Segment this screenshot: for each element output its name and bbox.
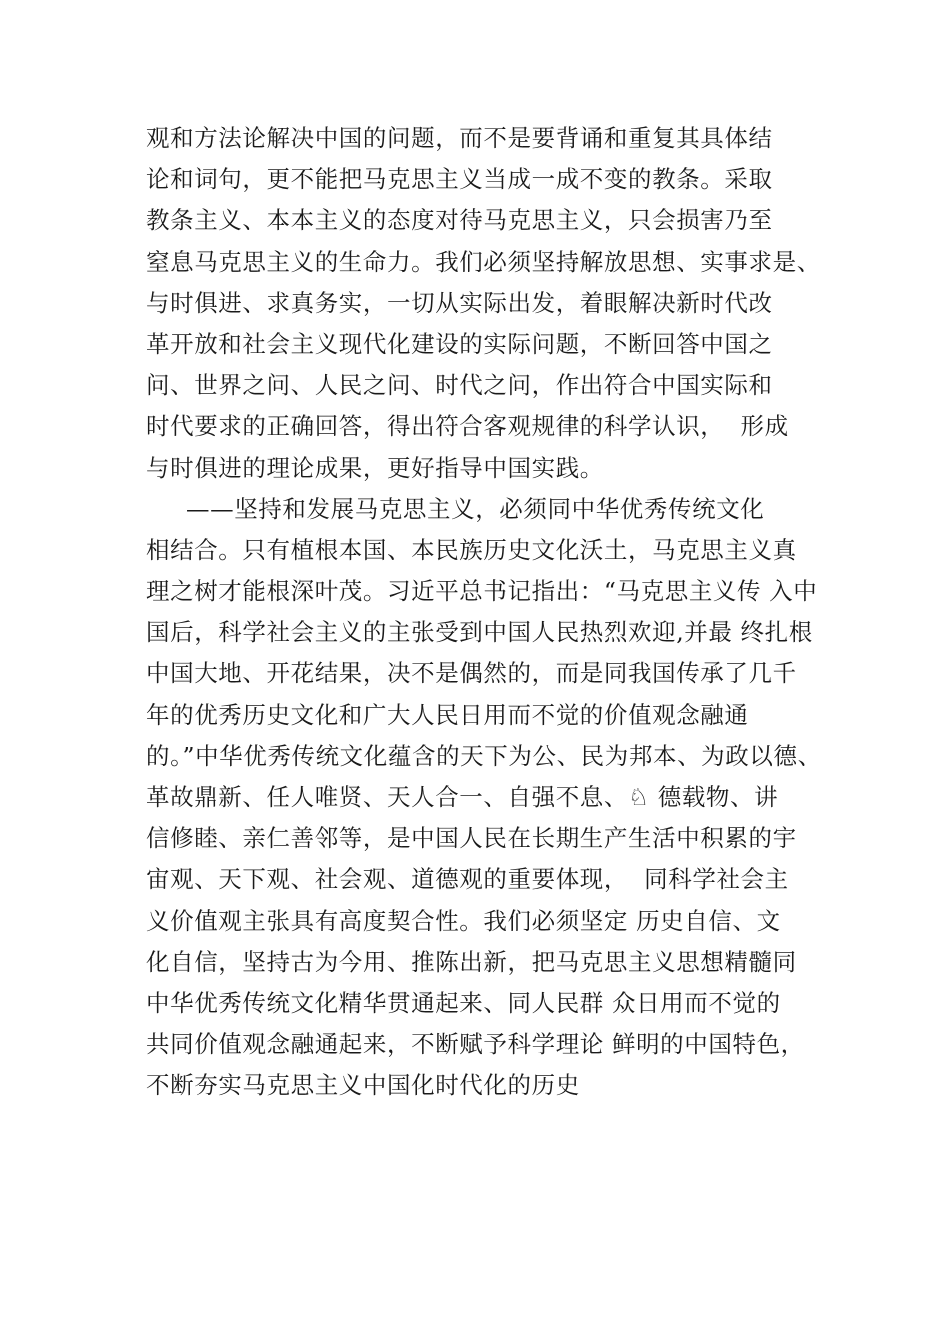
text-line: 化自信，坚持古为今用、推陈出新，把马克思主义思想精髓同: [146, 947, 797, 976]
text-line: 信修睦、亲仁善邻等，是中国人民在长期生产生活中积累的宇: [146, 824, 797, 853]
text-line: 年的优秀历史文化和广大人民日用而不觉的价值观念融通: [146, 700, 749, 729]
text-line: 与时俱进的理论成果，更好指导中国实践。: [146, 453, 604, 482]
text-line: 理之树才能根深叶茂。习近平总书记指出：“马克思主义传 入中: [146, 577, 818, 606]
text-line: 中国大地、开花结果，决不是偶然的，而是同我国传承了几千: [146, 659, 797, 688]
text-line: 革故鼎新、任人唯贤、天人合一、自强不息、♘ 德载物、讲: [146, 783, 779, 811]
text-line: 观和方法论解决中国的问题，而不是要背诵和重复其具体结: [146, 124, 773, 152]
text-line: 时代要求的正确回答，得出符合客观规律的科学认识， 形成: [146, 412, 789, 441]
text-line: 窒息马克思主义的生命力。我们必须坚持解放思想、实事求是、: [146, 247, 821, 276]
text-line: 教条主义、本本主义的态度对待马克思主义，只会损害乃至: [146, 206, 773, 235]
text-line: 宙观、天下观、社会观、道德观的重要体现， 同科学社会主: [146, 865, 789, 894]
text-line: 共同价值观念融通起来，不断赋予科学理论 鲜明的中国特色，: [146, 1030, 805, 1059]
text-line: 不断夯实马克思主义中国化时代化的历史: [146, 1071, 580, 1100]
text-line: 论和词句，更不能把马克思主义当成一成不变的教条。采取: [146, 165, 773, 194]
text-line: 国后，科学社会主义的主张受到中国人民热烈欢迎,并最 终扎根: [146, 618, 813, 647]
text-line: 义价值观主张具有高度契合性。我们必须坚定 历史自信、文: [146, 906, 781, 935]
body-text: [146, 118, 846, 1107]
text-line: 革开放和社会主义现代化建设的实际问题，不断回答中国之: [146, 329, 773, 358]
text-line: 问、世界之问、人民之问、时代之问，作出符合中国实际和: [146, 371, 773, 400]
paragraph-heading-line: ——坚持和发展马克思主义，必须同中华优秀传统文化: [186, 494, 765, 523]
text-line: 的。”中华优秀传统文化蕴含的天下为公、民为邦本、为政以德、: [146, 741, 822, 770]
text-line: 中华优秀传统文化精华贯通起来、同人民群 众日用而不觉的: [146, 988, 781, 1017]
text-line: 相结合。只有植根本国、本民族历史文化沃土，马克思主义真: [146, 535, 797, 564]
text-line: 与时俱进、求真务实，一切从实际出发，着眼解决新时代改: [146, 288, 773, 317]
